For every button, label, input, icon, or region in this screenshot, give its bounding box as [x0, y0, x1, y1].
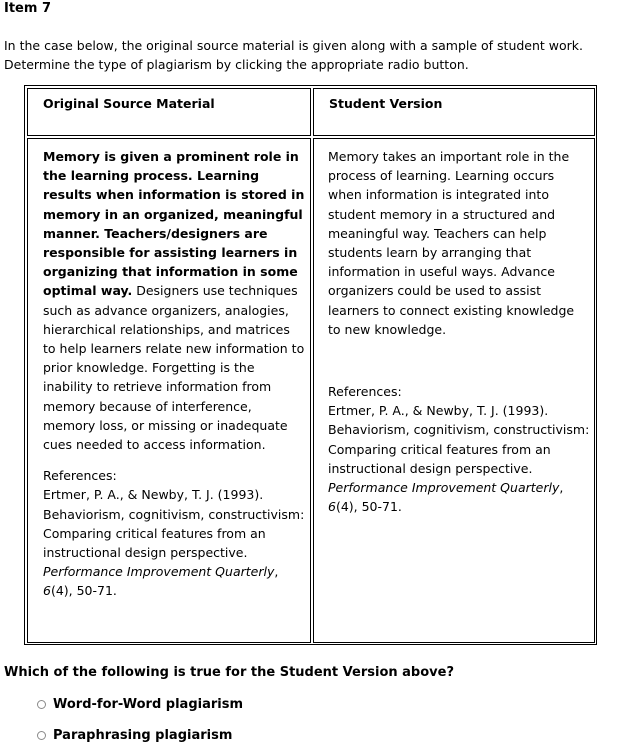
original-volume: 6 [43, 583, 51, 599]
student-references-label: References: [328, 384, 402, 400]
item-title: Item 7 [4, 1, 51, 16]
student-reference-citation: Ertmer, P. A., & Newby, T. J. (1993). Behaviorism, cognitivism, constructivism: Comparing critical features from an instructional design perspective. Performance Improvement Quarterly, 6(4), 50-71. [328, 403, 590, 515]
original-plain-text: Designers use techniques such as advance organizers, analogies, hierarchical relationships, and matrices to help learners relate new information to prior knowledge. Forgetting is the inability to retrieve information from memory because of interference, memory loss, or missing or inadequate cues needed to access information. [43, 283, 305, 453]
original-bold-text: Memory is given a prominent role in the learning process. Learning results when information is stored in memory in an organized, meaningful manner. Teachers/designers are responsible for assisting learners in organizing that information in some optimal way. [43, 149, 305, 299]
option-word-for-word-label: Word-for-Word plagiarism [53, 697, 243, 712]
student-version-cell [313, 138, 595, 643]
instructions: In the case below, the original source material is given along with a sample of student work. Determine the type of plagiarism by clicking the appropriate radio button. [4, 38, 584, 72]
header-original-source: Original Source Material [43, 96, 215, 111]
header-student-version: Student Version [329, 96, 443, 111]
option-paraphrasing-label: Paraphrasing plagiarism [53, 728, 233, 743]
radio-paraphrasing[interactable] [37, 731, 46, 740]
header-cell-student [313, 88, 595, 136]
original-references [43, 466, 305, 600]
original-reference-citation: Ertmer, P. A., & Newby, T. J. (1993). Behaviorism, cognitivism, constructivism: Comparing critical features from an instructional design perspective. Performance Improvement Quarterly, 6(4), 50-71. [43, 487, 305, 599]
student-paragraph: Memory takes an important role in the process of learning. Learning occurs when information is integrated into student memory in a structured and meaningful way. Teachers can help students learn by arranging that information in useful ways. Advance organizers could be used to assist learners to connect existing knowledge to new knowledge. [328, 149, 575, 337]
original-source-content [43, 147, 305, 601]
original-journal-title: Performance Improvement Quarterly [43, 564, 275, 580]
student-journal-title: Performance Improvement Quarterly [328, 480, 560, 496]
option-word-for-word[interactable] [37, 697, 243, 712]
header-cell-original [27, 88, 311, 136]
student-references [328, 382, 590, 516]
option-paraphrasing[interactable] [37, 728, 232, 743]
original-paragraph [43, 147, 305, 454]
original-references-label: References: [43, 468, 117, 484]
original-source-cell [27, 138, 311, 643]
student-volume: 6 [328, 499, 336, 515]
student-version-content [328, 147, 590, 516]
radio-word-for-word[interactable] [37, 700, 46, 709]
comparison-table [24, 85, 597, 645]
question-prompt: Which of the following is true for the Student Version above? [4, 665, 454, 680]
